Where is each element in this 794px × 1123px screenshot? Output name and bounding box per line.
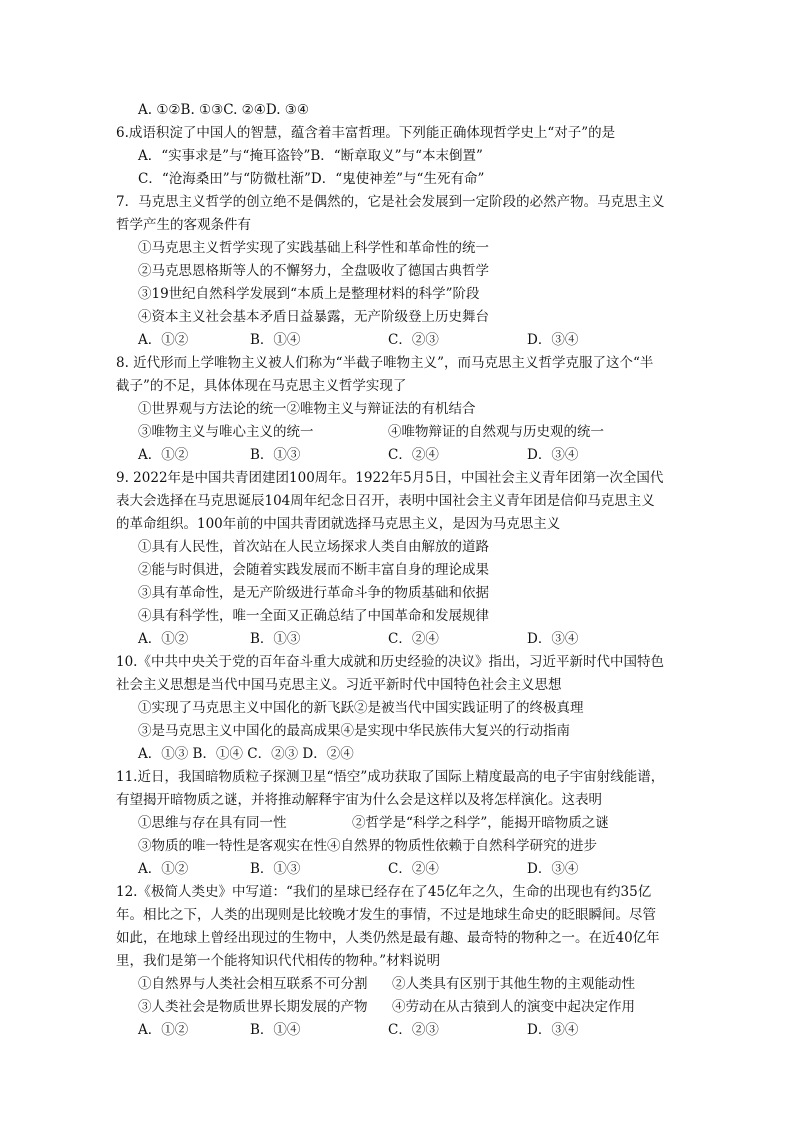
q9-item-1: ①具有人民性，首次站在人民立场探求人类自由解放的道路 xyxy=(138,539,489,555)
q9-item-3: ③具有革命性，是无产阶级进行革命斗争的物质基础和依据 xyxy=(138,585,489,601)
q7-item-4: ④资本主义社会基本矛盾日益暴露，无产阶级登上历史舞台 xyxy=(138,309,489,325)
q10-items-line-1: ①实现了马克思主义中国化的新飞跃②是被当代中国实践证明了的终极真理 xyxy=(138,700,584,716)
q8-item-3: ③唯物主义与唯心主义的统一 xyxy=(138,424,314,440)
q9-option-a: A．①② xyxy=(138,631,189,647)
q9-item-2: ②能与时俱进，会随着实践发展而不断丰富自身的理论成果 xyxy=(138,562,489,578)
q7-option-c: C．②③ xyxy=(388,332,439,348)
q7-option-d: D．③④ xyxy=(527,332,579,348)
q12-option-a: A．①② xyxy=(138,1022,189,1038)
q9-stem-line-3: 的革命组织。100年前的中国共青团就选择马克思主义，是因为马克思主义 xyxy=(116,516,561,532)
q8-option-c: C．②④ xyxy=(388,447,439,463)
q7-stem-line-2: 哲学产生的客观条件有 xyxy=(116,217,251,233)
q6-options-ab: A．“实事求是”与“掩耳盗铃”B．“断章取义”与“本末倒置” xyxy=(138,148,483,164)
q11-option-b: B．①③ xyxy=(250,861,301,877)
q12-option-c: C．②③ xyxy=(388,1022,439,1038)
q10-options: A．①③ B．①④ C．②③ D．②④ xyxy=(138,746,354,762)
q11-stem-line-2: 有望揭开暗物质之谜，并将推动解释宇宙为什么会是这样以及将怎样演化。这表明 xyxy=(116,792,602,808)
q12-item-3: ③人类社会是物质世界长期发展的产物 xyxy=(138,999,368,1015)
q11-item-1: ①思维与存在具有同一性 xyxy=(138,815,287,831)
q9-option-c: C．②④ xyxy=(388,631,439,647)
q8-item-4: ④唯物辩证的自然观与历史观的统一 xyxy=(388,424,604,440)
q12-item-4: ④劳动在从古猿到人的演变中起决定作用 xyxy=(392,999,635,1015)
q11-option-d: D．③④ xyxy=(527,861,579,877)
q11-stem-line-1: 11.近日，我国暗物质粒子探测卫星“悟空”成功获取了国际上精度最高的电子宇宙射线能谱， xyxy=(116,769,665,785)
q8-stem-line-1: 8. 近代形而上学唯物主义被人们称为“半截子唯物主义”，而马克思主义哲学克服了这个“半 xyxy=(116,355,654,371)
q9-item-4: ④具有科学性，唯一全面又正确总结了中国革命和发展规律 xyxy=(138,608,489,624)
q10-stem-line-2: 社会主义思想是当代中国马克思主义。习近平新时代中国特色社会主义思想 xyxy=(116,677,562,693)
q10-stem-line-1: 10.《中共中央关于党的百年奋斗重大成就和历史经验的决议》指出，习近平新时代中国特色 xyxy=(116,654,664,670)
q12-stem-line-2: 年。相比之下，人类的出现则是比较晚才发生的事情，不过是地球生命史的眨眼瞬间。尽管 xyxy=(116,907,656,923)
q12-option-d: D．③④ xyxy=(527,1022,579,1038)
q12-stem-line-1: 12.《极简人类史》中写道：“我们的星球已经存在了45亿年之久，生命的出现也有约35亿 xyxy=(116,884,652,900)
q12-option-b: B．①④ xyxy=(250,1022,301,1038)
q7-option-b: B．①④ xyxy=(250,332,301,348)
q11-item-2: ②哲学是“科学之科学”，能揭开暗物质之谜 xyxy=(352,815,609,831)
q8-stem-line-2: 截子”的不足，具体体现在马克思主义哲学实现了 xyxy=(116,378,407,394)
q6-stem: 6.成语积淀了中国人的智慧，蕴含着丰富哲理。下列能正确体现哲学史上“对子”的是 xyxy=(116,125,616,141)
q11-option-a: A．①② xyxy=(138,861,189,877)
q12-stem-line-4: 里，我们是第一个能将知识代代相传的物种。”材料说明 xyxy=(116,953,441,969)
q11-items-line-2: ③物质的唯一特性是客观实在性④自然界的物质性依赖于自然科学研究的进步 xyxy=(138,838,597,854)
q7-item-2: ②马克思恩格斯等人的不懈努力，全盘吸收了德国古典哲学 xyxy=(138,263,489,279)
q8-option-b: B．①③ xyxy=(250,447,301,463)
q9-stem-line-1: 9. 2022年是中国共青团建团100周年。1922年5月5日，中国社会主义青年团第一次全国代 xyxy=(116,470,664,486)
q11-option-c: C．②④ xyxy=(388,861,439,877)
q8-option-a: A．①② xyxy=(138,447,189,463)
q7-item-3: ③19世纪自然科学发展到“本质上是整理材料的科学”阶段 xyxy=(138,286,480,302)
q10-items-line-2: ③是马克思主义中国化的最高成果④是实现中华民族伟大复兴的行动指南 xyxy=(138,723,570,739)
q5-options: A. ①②B. ①③C. ②④D. ③④ xyxy=(138,102,310,118)
q9-option-b: B．①③ xyxy=(250,631,301,647)
q7-stem-line-1: 7．马克思主义哲学的创立绝不是偶然的，它是社会发展到一定阶段的必然产物。马克思主义 xyxy=(116,194,665,210)
q9-stem-line-2: 表大会选择在马克思诞辰104周年纪念日召开，表明中国社会主义青年团是信仰马克思主义 xyxy=(116,493,655,509)
q8-option-d: D．③④ xyxy=(527,447,579,463)
q12-item-1: ①自然界与人类社会相互联系不可分割 xyxy=(138,976,368,992)
q9-option-d: D．③④ xyxy=(527,631,579,647)
q7-item-1: ①马克思主义哲学实现了实践基础上科学性和革命性的统一 xyxy=(138,240,489,256)
q12-stem-line-3: 如此，在地球上曾经出现过的生物中，人类仍然是最有趣、最奇特的物种之一。在近40亿年 xyxy=(116,930,660,946)
q7-option-a: A．①② xyxy=(138,332,189,348)
q12-item-2: ②人类具有区别于其他生物的主观能动性 xyxy=(392,976,635,992)
q6-options-cd: C．“沧海桑田”与“防微杜渐”D．“鬼使神差”与“生死有命” xyxy=(138,171,485,187)
q8-items-line-1: ①世界观与方法论的统一②唯物主义与辩证法的有机结合 xyxy=(138,401,476,417)
